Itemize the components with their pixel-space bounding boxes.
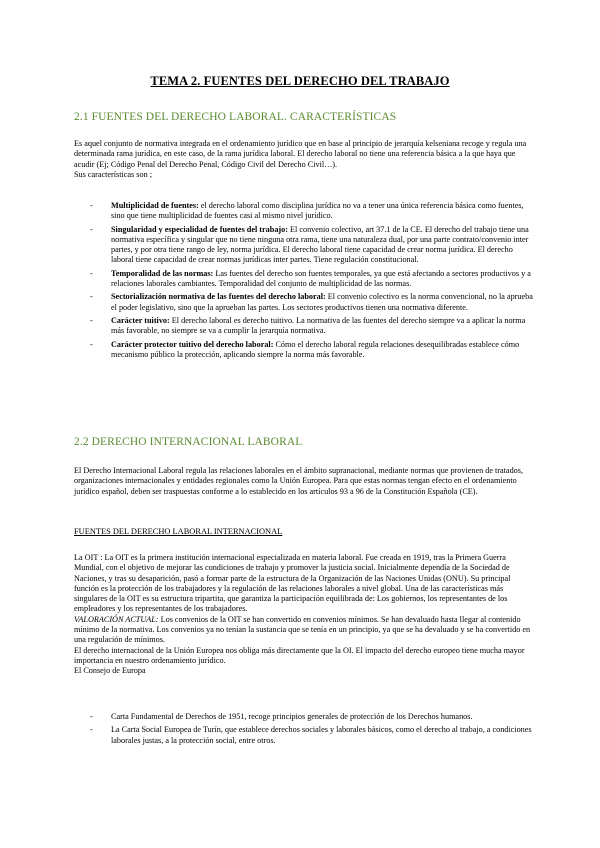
consejo-list <box>74 712 534 749</box>
list-item: - Singularidad y especialidad de fuentes del trabajo: El convenio colectivo, art 37.1 de la CE. El derecho del trabajo tiene una normativa específica y singular que no tiene ninguna otra rama, tiene una naturaleza dual, por una parte contrato/convenio inter partes, y por otra tiene rango de ley, norma jurídica. El derecho laboral tiene capacidad de crear norma jurídica. El derecho laboral tiene capacidad de crear normas jurídicas inter partes. Tiene regulación constitucional. <box>90 224 529 265</box>
list-item: - Carácter protector tuitivo del derecho laboral: Cómo el derecho laboral regula relaciones desequilibradas establece cómo mecanismo público la protección, aplicando siempre la norma más favorable. <box>90 339 520 359</box>
item-text: Carta Fundamental de Derechos de 1951, recoge principios generales de protección de los Derechos humanos. <box>111 712 473 721</box>
consejo-heading: El Consejo de Europa <box>74 666 146 676</box>
section-heading-2-2: 2.2 DERECHO INTERNACIONAL LABORAL <box>74 436 303 448</box>
valoracion-text: Los convenios de la OIT se han convertido en convenios mínimos. Se han devaluado hasta llegar al contenido mínimo de la normativa. Los convenios ya no tenían la sustancia que se tenía en un principio, ya que se ha devaluado y se ha convertido en una regulación de mínimos. <box>74 614 531 645</box>
item-label: Singularidad y especialidad de fuentes del trabajo: <box>111 224 288 234</box>
characteristics-list <box>74 201 534 363</box>
item-label: Carácter protector tuitivo del derecho laboral: <box>111 339 274 349</box>
item-text: Cómo el derecho laboral regula relaciones desequilibradas establece cómo mecanismo público la protección, aplicando siempre la norma más favorable. <box>111 339 520 359</box>
list-item: - Carta Fundamental de Derechos de 1951, recoge principios generales de protección de los Derechos humanos. <box>90 712 473 721</box>
item-label: Sectorialización normativa de las fuentes del derecho laboral: <box>111 292 326 302</box>
item-text: El derecho laboral es derecho tuitivo. La normativa de las fuentes del derecho siempre va a aplicar la norma más favorable, no siempre se va a cumplir la jerarquía normativa. <box>111 315 526 336</box>
section-1-intro <box>74 139 534 180</box>
list-item: - Carácter tuitivo: El derecho laboral es derecho tuitivo. La normativa de las fuentes del derecho siempre va a aplicar la norma más favorable, no siempre se va a cumplir la jerarquía normativa. <box>90 315 526 336</box>
item-text: La Carta Social Europea de Turín, que establece derechos sociales y laborales básicos, como el derecho al trabajo, a condiciones laborales justas, a la protección social, entre otros. <box>111 725 532 745</box>
section-heading-2-1: 2.1 FUENTES DEL DERECHO LABORAL. CARACTERÍSTICAS <box>74 111 397 123</box>
item-label: Multiplicidad de fuentes: <box>111 201 199 210</box>
list-item: - Temporalidad de las normas: Las fuentes del derecho son fuentes temporales, ya que está afectando a sectores productivos y a relaciones laborales cambiantes. Temporalidad del conjunto de multiplicidad de las normas. <box>90 268 531 289</box>
oit-block <box>74 553 534 677</box>
list-item: - La Carta Social Europea de Turín, que establece derechos sociales y laborales básicos, como el derecho al trabajo, a condiciones laborales justas, a la protección social, entre otros. <box>90 725 532 745</box>
intro-paragraph: Es aquel conjunto de normativa integrada en el ordenamiento jurídico que en base al principio de jerarquía kelseniana recoge y regula una determinada rama jurídica, en este caso, de la rama jurídica laboral. El derecho laboral no tiene una referencia básica a la que haya que acudir (Ej; Código Penal del Derecho Penal, Código Civil del Derecho Civil…). <box>74 139 527 169</box>
document-title: TEMA 2. FUENTES DEL DERECHO DEL TRABAJO <box>150 74 450 88</box>
item-label: Temporalidad de las normas: <box>111 268 214 278</box>
list-item: - Sectorialización normativa de las fuentes del derecho laboral: El convenio colectivo es la norma convencional, no la aprueba el poder legislativo, sino que la aprueban las partes. Los sectores productivos tienen una normativa diferente. <box>90 292 533 312</box>
valoracion-paragraph <box>74 615 534 646</box>
valoracion-label: VALORACIÓN ACTUAL: <box>74 614 159 624</box>
list-item: - Multiplicidad de fuentes: el derecho laboral como disciplina jurídica no va a tener una única referencia básica como fuentes, sino que tiene multiplicidad de fuentes casi al mismo nivel jurídico. <box>90 201 524 221</box>
subheading-international-sources: FUENTES DEL DERECHO LABORAL INTERNACIONAL <box>74 527 283 536</box>
characteristics-lead: Sus características son ; <box>74 169 152 179</box>
item-label: Carácter tuitivo: <box>111 315 170 325</box>
item-text: El convenio colectivo, art 37.1 de la CE. El derecho del trabajo tiene una normativa específica y singular que no tiene ninguna otra rama, tiene una naturaleza dual, por una parte contrato/convenio inter partes, y por otra tiene rango de ley, norma jurídica. El derecho laboral tiene capacidad de crear norma jurídica. El derecho laboral tiene capacidad de crear normas jurídicas inter partes. Tiene regulación constitucional. <box>111 224 529 265</box>
item-text: El convenio colectivo es la norma convencional, no la aprueba el poder legislativo, sino que la aprueban las partes. Los sectores productivos tienen una normativa diferente. <box>111 292 533 312</box>
oit-paragraph: La OIT : La OIT es la primera institución internacional especializada en materia laboral. Fue creada en 1919, tras la Primera Guerra Mundial, con el objetivo de mejorar las condiciones de trabajo y promover la justicia social. Inicialmente dependía de la Sociedad de Naciones, y tras su desaparición, pasó a formar parte de la estructura de la Organización de las Naciones Unidas (ONU). Su principal función es la protección de los trabajadores y la regulación de las relaciones laborales a nivel global. Una de las características más singulares de la OIT es su estructura tripartita, que garantiza la participación equilibrada de: Los gobiernos, los representantes de los empleadores y los representantes de los trabajadores. <box>74 553 511 614</box>
item-text: el derecho laboral como disciplina jurídica no va a tener una única referencia básica como fuentes, sino que tiene multiplicidad de fuentes casi al mismo nivel jurídico. <box>111 201 524 221</box>
ue-paragraph: El derecho internacional de la Unión Europea nos obliga más directamente que la OI. El impacto del derecho europeo tiene mucha mayor importancia en nuestro ordenamiento jurídico. <box>74 645 525 665</box>
section-2-intro: El Derecho Internacional Laboral regula las relaciones laborales en el ámbito supranacional, mediante normas que provienen de tratados, organizaciones internacionales y entidades regionales como la Unión Europea. Para que estas normas tengan efecto en el ordenamiento jurídico español, deben ser traspuestas conforme a lo establecido en los artículos 93 a 96 de la Constitución Española (CE). <box>74 466 523 496</box>
item-text: Las fuentes del derecho son fuentes temporales, ya que está afectando a sectores productivos y a relaciones laborales cambiantes. Temporalidad del conjunto de multiplicidad de las normas. <box>111 268 531 289</box>
